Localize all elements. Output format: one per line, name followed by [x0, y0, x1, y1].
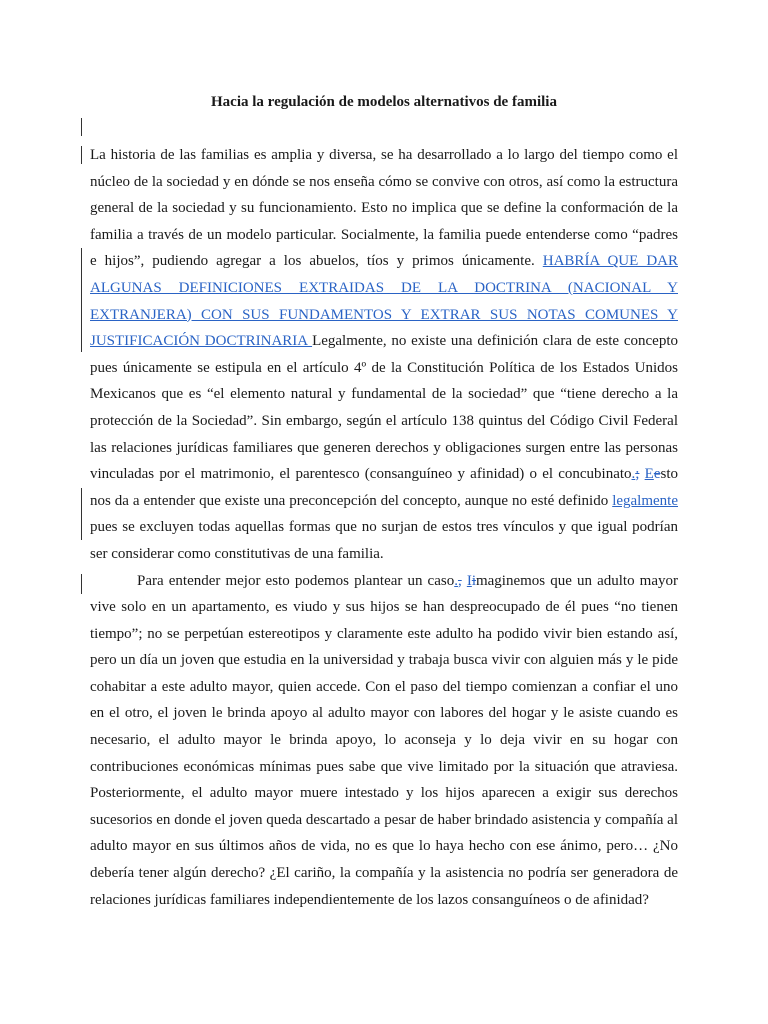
change-bar [81, 146, 82, 164]
tracked-insertion: legalmente [612, 492, 678, 509]
tracked-insertion: I [466, 572, 472, 589]
change-bar [81, 118, 82, 136]
tracked-deletion: e [653, 466, 661, 483]
paragraph-2 [90, 568, 678, 914]
text-run: sto nos da a entender que existe una preconcepción del concepto, aunque no esté definido [90, 466, 678, 509]
tracked-insertion: E [644, 466, 654, 483]
tracked-deletion: ; [635, 466, 640, 483]
change-bar [81, 248, 82, 352]
tracked-insertion: HABRÍA QUE DAR ALGUNAS DEFINICIONES EXTRAIDAS DE LA DOCTRINA (NACIONAL Y EXTRANJERA) CON SUS FUNDAMENTOS Y EXTRAR SUS NOTAS COMUNES Y JUSTIFICACIÓN DOCTRINARIA [90, 253, 678, 350]
change-bar [81, 574, 82, 594]
tracked-insertion: . [631, 466, 636, 483]
tracked-deletion: , [457, 572, 462, 589]
document-title: Hacia la regulación de modelos alternativos de familia [211, 94, 557, 110]
text-run: maginemos que un adulto mayor vive solo en un apartamento, es viudo y sus hijos se han despreocupado de él pues “no tienen tiempo”; no se perpetúan estereotipos y claramente este adulto ha podido vivir bien estando así, pero un día un joven que estudia en la universidad y trabaja busca vivir con alguien más y le pide cohabitar a este adulto mayor, quien accede. Con el paso del tiempo comienzan a confiar el uno en el otro, el joven le brinda apoyo al adulto mayor con labores del hogar y le asiste cuando es necesario, el adulto mayor le brinda apoyo, lo aconseja y lo deja vivir en su hogar con contribuciones económicas mínimas pues sabe que vive limitado por la situación que atraviesa. Posteriormente, el adulto mayor muere intestado y los hijos aparecen a exigir sus derechos sucesorios en donde el joven queda descartado a pesar de haber brindado asistencia y compañía al adulto mayor en sus últimos años de vida, no es que lo haya hecho con ese ánimo, pero… ¿No debería tener algún derecho? ¿El cariño, la compañía y la asistencia no podría ser generadora de relaciones jurídicas familiares independientemente de los lazos consanguíneos o de afinidad? [90, 572, 678, 908]
paragraph-1 [90, 142, 678, 568]
text-run: La historia de las familias es amplia y diversa, se ha desarrollado a lo largo del tiempo como el núcleo de la sociedad y en dónde se nos enseña cómo se convive con otros, así como la estructura general de la sociedad y su funcionamiento. Esto no implica que se define la conformación de la familia a través de un modelo particular. Socialmente, la familia puede entenderse como “padres e hijos”, pudiendo agregar a los abuelos, tíos y primos únicamente. [90, 147, 678, 270]
text-run: Para entender mejor esto podemos plantear un caso [137, 572, 455, 589]
tracked-insertion: . [454, 572, 458, 589]
tracked-deletion: i [471, 572, 476, 589]
change-bar [81, 488, 82, 540]
document-body[interactable] [90, 142, 678, 913]
text-run: Legalmente, no existe una definición clara de este concepto pues únicamente se estipula en el artículo 4º de la Constitución Política de los Estados Unidos Mexicanos que es “el elemento natural y fundamental de la sociedad” que “tiene derecho a la protección de la Sociedad”. Sin embargo, según el artículo 138 quintus del Código Civil Federal las relaciones jurídicas familiares que generen derechos y obligaciones surgen entre las personas vinculadas por el matrimonio, el parentesco (consanguíneo y afinidad) o el concubinato [90, 333, 678, 483]
text-run: pues se excluyen todas aquellas formas que no surjan de estos tres vínculos y que igual podrían ser considerar como constitutivas de una familia. [90, 519, 678, 562]
